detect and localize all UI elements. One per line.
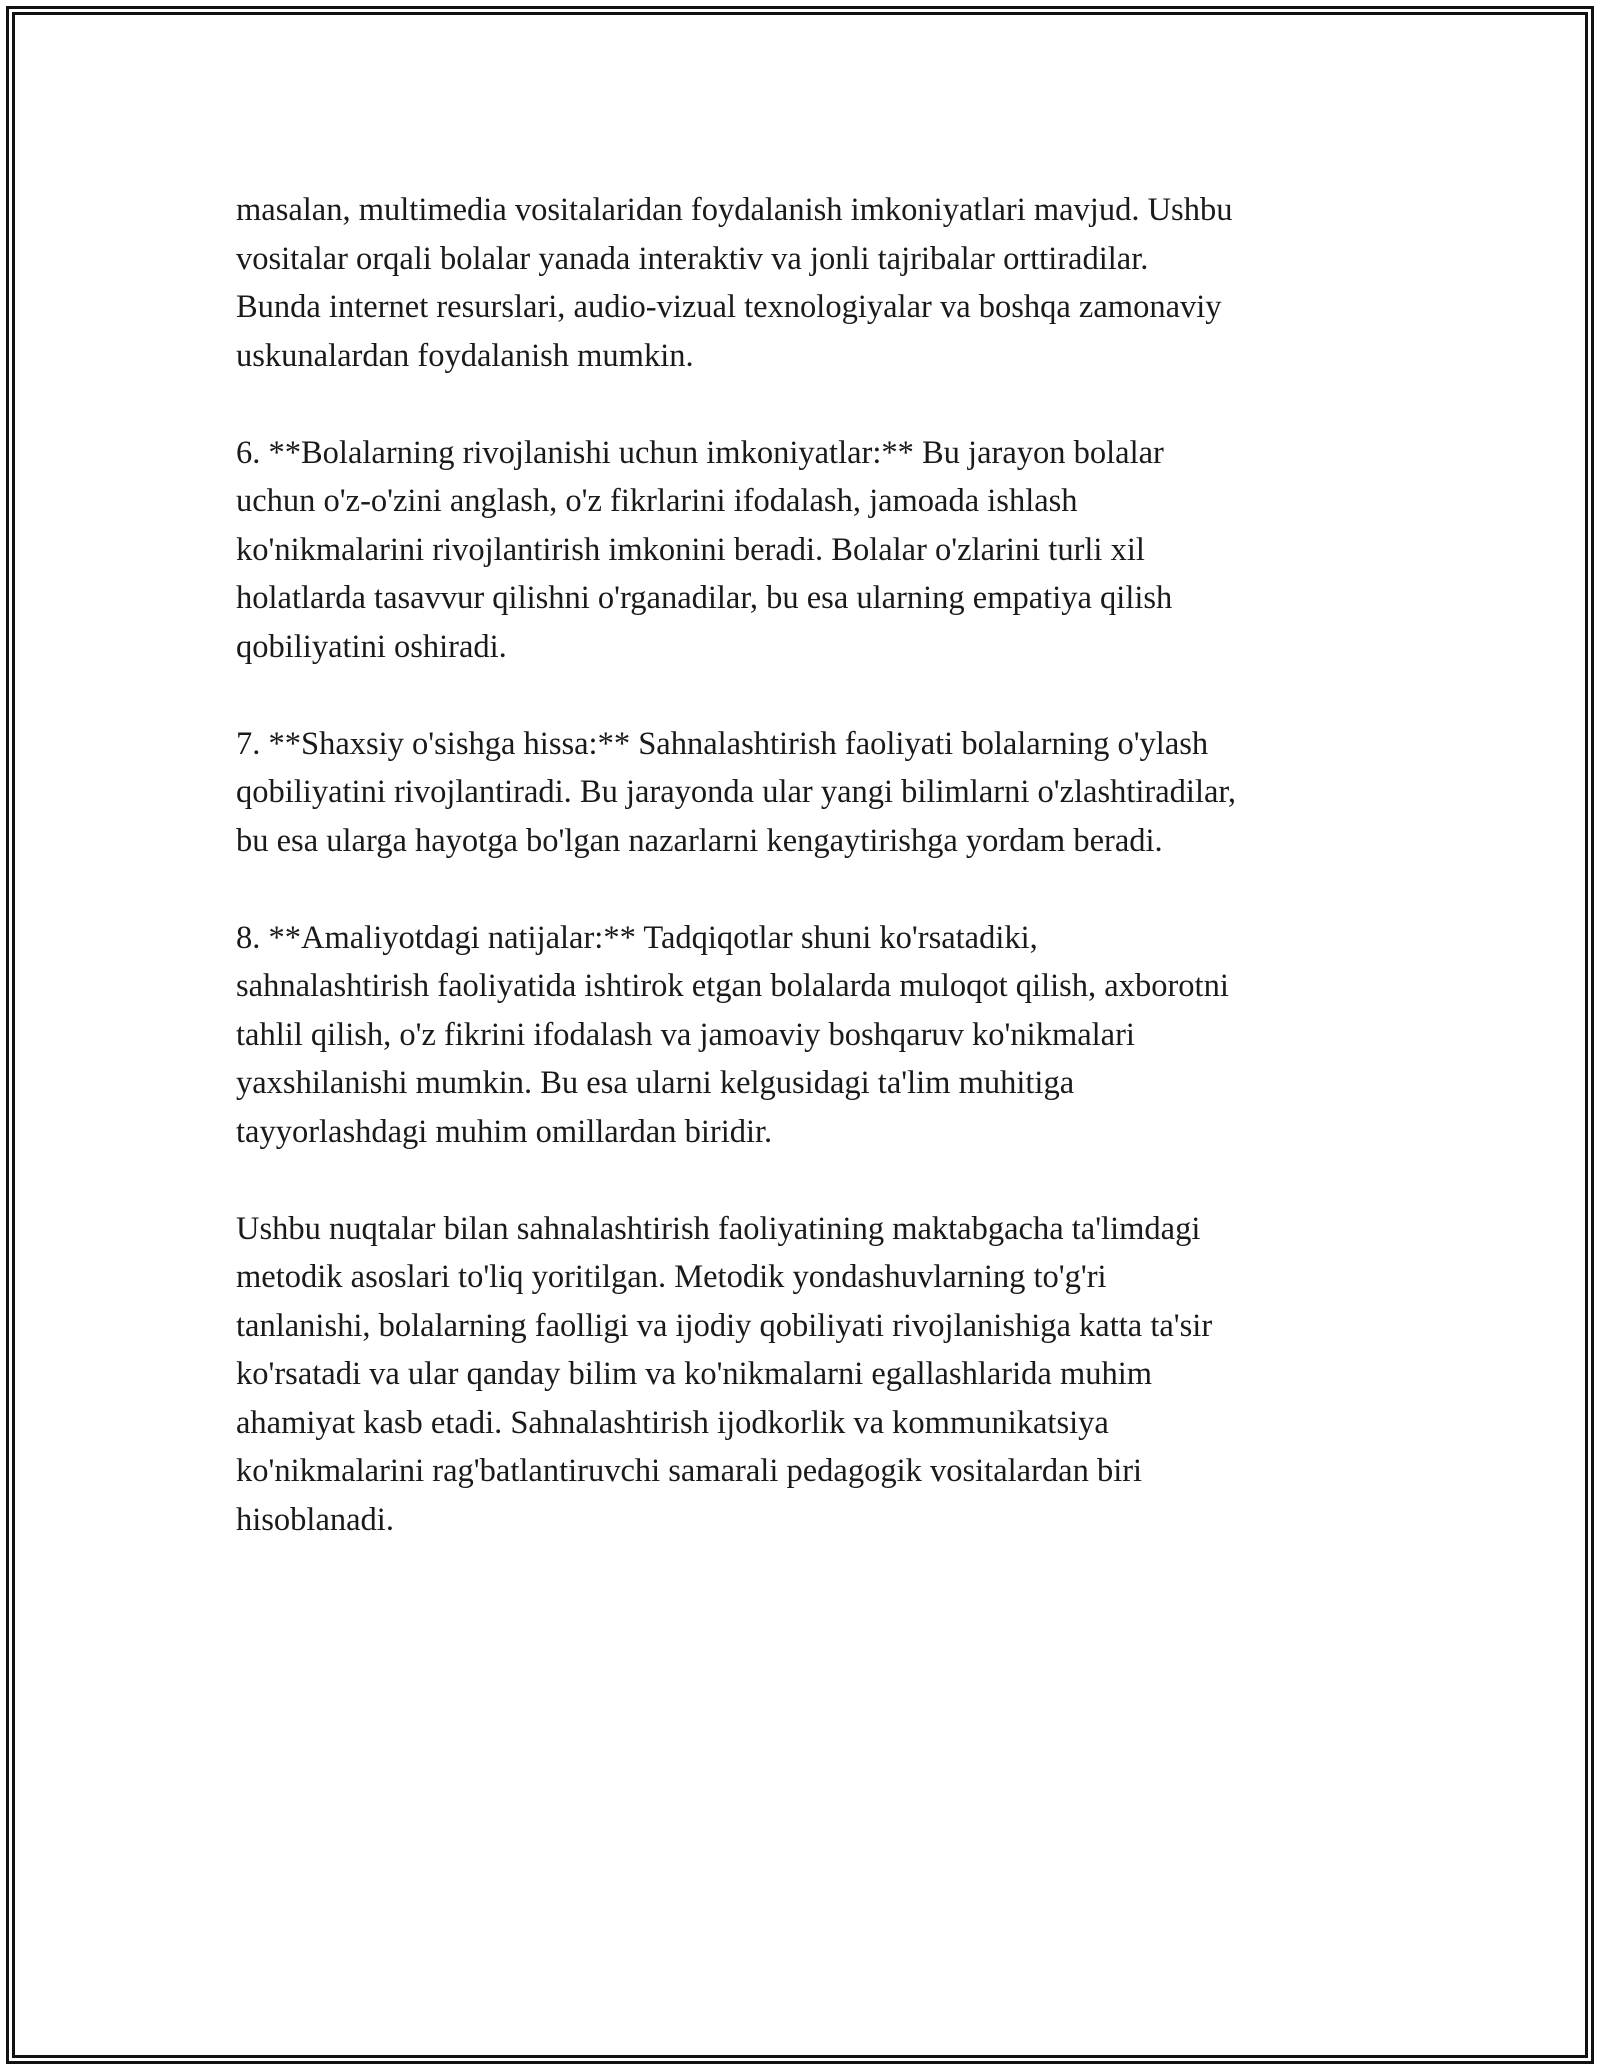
text-line: metodik asoslari to'liq yoritilgan. Metodik yondashuvlarning to'g'ri — [236, 1259, 1107, 1295]
text-line: yaxshilanishi mumkin. Bu esa ularni kelgusidagi ta'lim muhitiga — [236, 1065, 1075, 1101]
text-line: uchun o'z-o'zini anglash, o'z fikrlarini ifodalash, jamoada ishlash — [236, 483, 1078, 519]
text-line: Ushbu nuqtalar bilan sahnalashtirish faoliyatining maktabgacha ta'limdagi — [236, 1210, 1201, 1247]
text-line: ko'rsatadi va ular qanday bilim va ko'nikmalarni egallashlarida muhim — [236, 1356, 1153, 1392]
text-line: ko'nikmalarini rag'batlantiruvchi samarali pedagogik vositalardan biri — [236, 1453, 1143, 1489]
text-line: vositalar orqali bolalar yanada interaktiv va jonli tajribalar orttiradilar. — [236, 240, 1149, 277]
text-line: tayyorlashdagi muhim omillardan biridir. — [236, 1113, 773, 1150]
text-line: uskunalardan foydalanish mumkin. — [236, 337, 694, 374]
text-line: tahlil qilish, o'z fikrini ifodalash va jamoaviy boshqaruv ko'nikmalari — [236, 1016, 1135, 1053]
text-line: qobiliyatini oshiradi. — [236, 628, 507, 665]
text-line: 6. **Bolalarning rivojlanishi uchun imkoniyatlar:** Bu jarayon bolalar — [236, 434, 1164, 471]
text-line: holatlarda tasavvur qilishni o'rganadilar, bu esa ularning empatiya qilish — [236, 580, 1173, 616]
text-line: sahnalashtirish faoliyatida ishtirok etgan bolalarda muloqot qilish, axborotni — [236, 968, 1229, 1004]
paragraph-item-6 — [236, 429, 1386, 672]
text-line: hisoblanadi. — [236, 1501, 394, 1538]
text-line: 7. **Shaxsiy o'sishga hissa:** Sahnalashtirish faoliyati bolalarning o'ylash — [236, 725, 1209, 762]
text-line: masalan, multimedia vositalaridan foydalanish imkoniyatlari mavjud. Ushbu — [236, 192, 1233, 228]
text-line: qobiliyatini rivojlantiradi. Bu jarayonda ular yangi bilimlarni o'zlashtiradilar, — [236, 774, 1237, 810]
paragraph-item-7 — [236, 720, 1386, 866]
text-line: bu esa ularga hayotga bo'lgan nazarlarni kengaytirishga yordam beradi. — [236, 822, 1163, 859]
text-line: 8. **Amaliyotdagi natijalar:** Tadqiqotlar shuni ko'rsatadiki, — [236, 919, 1038, 956]
paragraph-multimedia — [236, 186, 1386, 380]
document-body — [236, 186, 1386, 1593]
text-line: ko'nikmalarini rivojlantirish imkonini beradi. Bolalar o'zlarini turli xil — [236, 531, 1145, 568]
paragraph-item-8 — [236, 914, 1386, 1157]
text-line: tanlanishi, bolalarning faolligi va ijodiy qobiliyati rivojlanishiga katta ta'sir — [236, 1307, 1213, 1344]
paragraph-conclusion — [236, 1205, 1386, 1545]
text-line: ahamiyat kasb etadi. Sahnalashtirish ijodkorlik va kommunikatsiya — [236, 1404, 1109, 1441]
text-line: Bunda internet resurslari, audio-vizual texnologiyalar va boshqa zamonaviy — [236, 289, 1222, 325]
